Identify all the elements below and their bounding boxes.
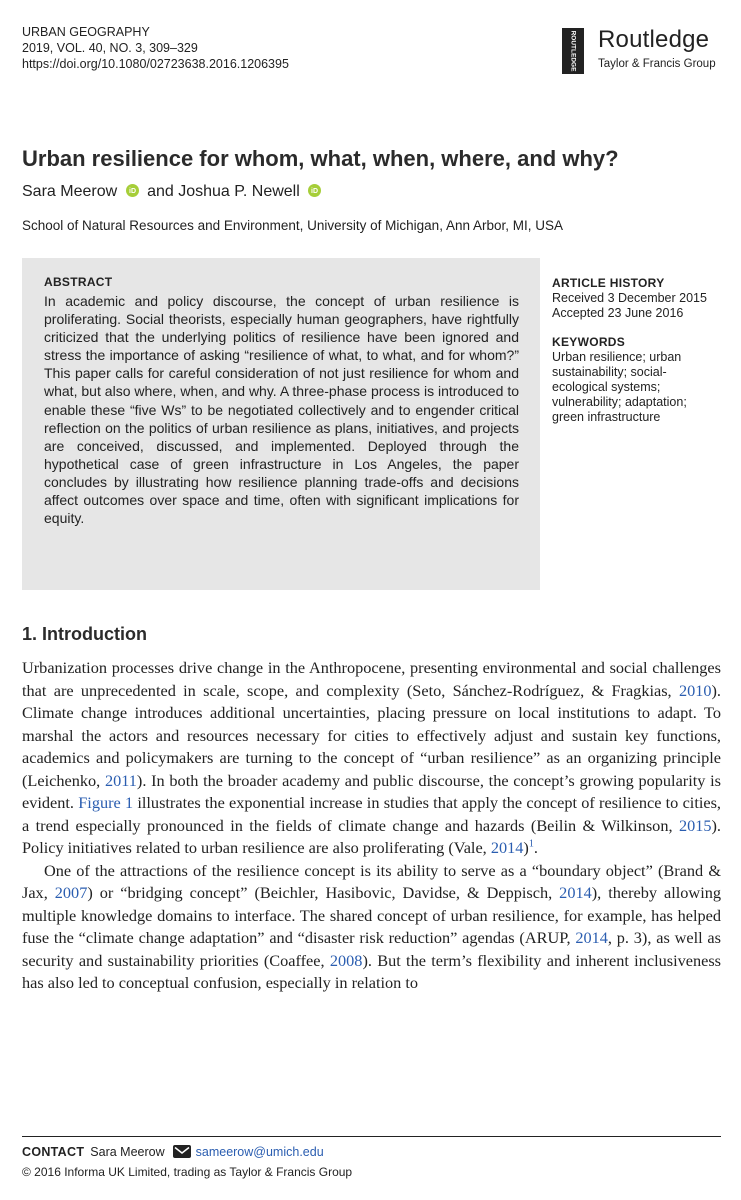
citation-link[interactable]: 2014 — [575, 928, 608, 947]
svg-text:iD: iD — [311, 188, 319, 196]
contact-name: Sara Meerow — [90, 1145, 165, 1159]
abstract-heading: ABSTRACT — [44, 275, 113, 289]
abstract-box — [22, 258, 540, 590]
history-heading: ARTICLE HISTORY — [552, 276, 665, 290]
author-name[interactable]: Joshua P. Newell — [178, 183, 300, 200]
author-line — [22, 183, 325, 201]
footnote-link[interactable]: 1 — [528, 838, 534, 850]
abstract-text: In academic and policy discourse, the concept of urban resilience is proliferating. Social theorists, especially human geographers, have rightfully criticized that the underlying politics of resilience have been ignored and stress the importance of asking “resilience of what, to what, and for whom?” This paper calls for careful consideration of not just resilience for whom and what, but also where, when, and why. A three-phase process is introduced to enable these “five Ws” to be negotiated collectively and to engender critical reflection on the politics of urban resilience as plans, initiatives, and projects are conceived, discussed, and implemented. Deployed through the hypothetical case of green infrastructure in Los Angeles, the paper concludes by illustrating how resilience planning trade-offs and decisions affect outcomes over space and time, often with significant implications for equity. — [44, 293, 519, 527]
citation-link[interactable]: 2010 — [678, 680, 712, 700]
citation-link[interactable]: 2008 — [329, 950, 363, 970]
citation-link[interactable]: 2015 — [678, 815, 712, 835]
publisher-subtitle: Taylor & Francis Group — [598, 58, 716, 70]
contact-label: CONTACT — [22, 1145, 85, 1159]
author-name[interactable]: Sara Meerow — [22, 183, 118, 200]
figure-link[interactable]: Figure 1 — [78, 793, 134, 812]
journal-name: URBAN GEOGRAPHY — [22, 25, 150, 39]
footer-divider — [22, 1136, 721, 1137]
author-connector: and — [147, 183, 174, 200]
journal-citation: 2019, VOL. 40, NO. 3, 309–329 — [22, 41, 198, 55]
routledge-mark-icon — [562, 28, 584, 74]
email-link[interactable]: sameerow@umich.edu — [195, 1145, 324, 1159]
body-text — [22, 657, 721, 995]
citation-link[interactable]: 2011 — [104, 770, 137, 790]
section-heading: 1. Introduction — [22, 624, 147, 644]
journal-header — [22, 24, 289, 72]
doi-link[interactable]: https://doi.org/10.1080/02723638.2016.1206395 — [22, 57, 289, 71]
paragraph: One of the attractions of the resilience concept is its ability to serve as a “boundary object” (Brand & Jax, 2007) or “bridging concept” (Beichler, Hasibovic, Davidse, & Deppisch, 2014), thereby allowing multiple knowledge domains to interface. The shared concept of urban resilience, for example, has helped fuse the “climate change adaptation” and “disaster risk reduction” agendas (ARUP, 2014, p. 3), as well as security and sustainability priorities (Coaffee, 2008). But the term’s flexibility and inherent inclusiveness has also led to conceptual confusion, especially in relation to — [22, 860, 721, 992]
svg-text:iD: iD — [128, 188, 136, 196]
article-sidebar — [552, 276, 722, 425]
svg-text:ROUTLEDGE: ROUTLEDGE — [569, 30, 577, 72]
accepted-date: Accepted 23 June 2016 — [552, 306, 684, 320]
author-affiliation: School of Natural Resources and Environment, University of Michigan, Ann Arbor, MI, USA — [22, 218, 564, 233]
article-title: Urban resilience for whom, what, when, where, and why? — [22, 146, 619, 171]
keywords-text: Urban resilience; urban sustainability; social-ecological systems; vulnerability; adaptation; green infrastructure — [552, 350, 687, 424]
citation-link[interactable]: 2014 — [559, 883, 592, 902]
orcid-icon[interactable] — [126, 184, 139, 197]
paragraph: Urbanization processes drive change in the Anthropocene, presenting environmental and social challenges that are unprecedented in scale, scope, and complexity (Seto, Sánchez-Rodríguez, & Fragkias, 2010). Climate change introduces additional uncertainties, placing pressure on local institutions to adapt. To marshal the actors and resources necessary for cities to effectively adjust and sustain key functions, academics and policymakers are turning to the concept of “urban resilience” as an organizing principle (Leichenko, 2011). In both the broader academy and public discourse, the concept’s growing popularity is evident. Figure 1 illustrates the exponential increase in studies that apply the concept of resilience to cities, a trend especially pronounced in the fields of climate change and hazards (Beilin & Wilkinson, 2015). Policy initiatives related to urban resilience are also proliferating (Vale, 2014)$^1$. — [22, 658, 721, 857]
contact-line — [22, 1145, 324, 1159]
copyright-notice: © 2016 Informa UK Limited, trading as Taylor & Francis Group — [22, 1165, 353, 1179]
publisher-logo — [562, 24, 722, 78]
citation-link[interactable]: 2007 — [54, 883, 88, 902]
citation-link[interactable]: 2014 — [490, 838, 524, 857]
received-date: Received 3 December 2015 — [552, 291, 707, 305]
publisher-name: Routledge — [598, 26, 710, 53]
orcid-icon[interactable] — [308, 184, 321, 197]
envelope-icon — [173, 1145, 191, 1158]
keywords-heading: KEYWORDS — [552, 335, 626, 349]
